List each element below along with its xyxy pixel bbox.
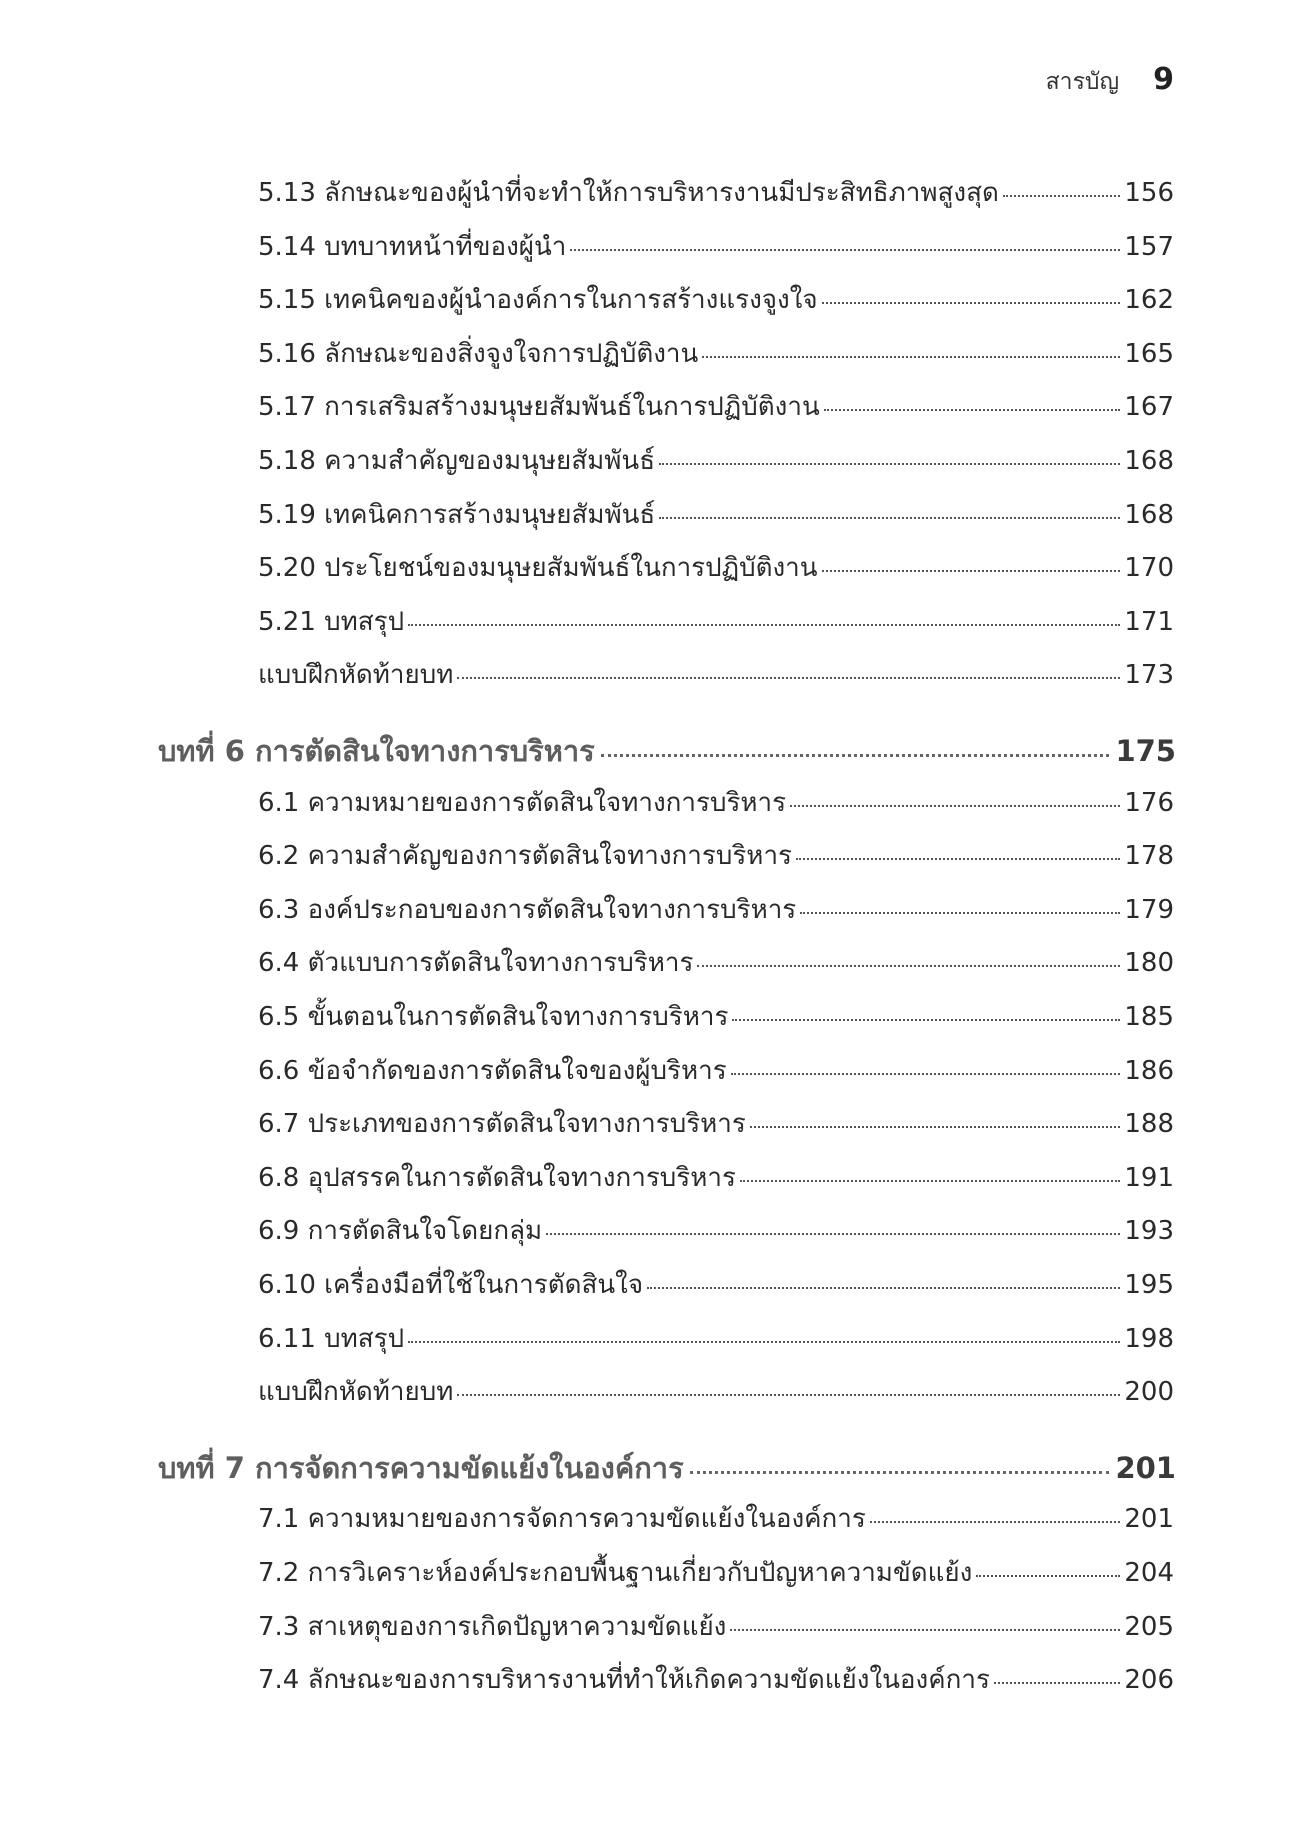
- dot-leader: [730, 1629, 1120, 1631]
- toc-title-text: การวิเคราะห์องค์ประกอบพื้นฐานเกี่ยวกับปัญหาความขัดแย้ง: [307, 1558, 973, 1588]
- toc-entry-row: [258, 172, 1174, 213]
- dot-leader: [796, 858, 1120, 860]
- dot-leader: [732, 1019, 1120, 1021]
- toc-entry-title: [258, 1210, 542, 1251]
- toc-title-text: ขั้นตอนในการตัดสินใจทางการบริหาร: [307, 1002, 729, 1032]
- toc-section-number: 5.20: [258, 553, 316, 584]
- toc-section-number: 5.13: [258, 178, 316, 208]
- toc-page-number: 168: [1124, 446, 1174, 476]
- toc-entry-row: [258, 1103, 1174, 1144]
- toc-entry-row: [258, 279, 1174, 320]
- toc-section-number: 5.19: [258, 499, 316, 530]
- toc-entry-title: [258, 1552, 972, 1593]
- toc-title-text: เครื่องมือที่ใช้ในการตัดสินใจ: [324, 1270, 644, 1300]
- toc-page-number: 193: [1124, 1216, 1174, 1247]
- dot-leader: [994, 1682, 1120, 1684]
- dot-leader: [800, 912, 1120, 914]
- toc-section-number: 6.9: [258, 1216, 300, 1247]
- toc-entry-title: [258, 782, 786, 823]
- toc-page-number: 201: [1124, 1504, 1174, 1535]
- toc-entry-row: [258, 1318, 1174, 1359]
- toc-section-number: 6.10: [258, 1270, 316, 1300]
- toc-section-number: บทที่ 6: [158, 734, 245, 768]
- toc-section-number: 5.21: [258, 606, 316, 637]
- toc-entry-title: [258, 1264, 643, 1305]
- toc-entry-row: [258, 386, 1174, 427]
- toc-title-text: บทบาทหน้าที่ของผู้นำ: [324, 231, 567, 262]
- toc-page-number: 170: [1124, 553, 1174, 584]
- toc-title-text: ลักษณะของสิ่งจูงใจการปฏิบัติงาน: [324, 338, 699, 369]
- toc-page-number: 198: [1124, 1323, 1174, 1354]
- toc-entry-title: [258, 1498, 866, 1539]
- toc-section-number: 6.11: [258, 1323, 316, 1354]
- toc-page-number: 176: [1124, 787, 1174, 818]
- toc-title-text: ความหมายของการตัดสินใจทางการบริหาร: [307, 787, 787, 818]
- toc-page-number: 156: [1124, 178, 1174, 208]
- dot-leader: [740, 1180, 1120, 1182]
- toc-entry-row: [258, 782, 1174, 823]
- toc-section-number: 5.18: [258, 446, 316, 476]
- toc-entry-title: [258, 601, 404, 642]
- toc-entry-title: [258, 279, 818, 320]
- toc-chapter-title: [158, 728, 595, 774]
- dot-leader: [702, 356, 1120, 358]
- toc-entry-title: [258, 1371, 453, 1412]
- toc-page-number: 204: [1124, 1558, 1174, 1588]
- toc-title-text: เทคนิคการสร้างมนุษยสัมพันธ์: [324, 499, 656, 530]
- dot-leader: [690, 1471, 1110, 1474]
- toc-entry-row: [258, 1264, 1174, 1305]
- toc-entry-row: [258, 494, 1174, 535]
- toc-entry-row: [258, 440, 1174, 481]
- toc-entry-row: [258, 333, 1174, 374]
- toc-page-number: 173: [1124, 660, 1174, 691]
- toc-page-number: 165: [1124, 338, 1174, 369]
- toc-page-number: 195: [1124, 1270, 1174, 1300]
- toc-title-text: องค์ประกอบของการตัดสินใจทางการบริหาร: [307, 894, 797, 925]
- toc-section-number: 6.6: [258, 1055, 300, 1086]
- toc-entry-title: [258, 333, 698, 374]
- toc-page-number: 201: [1115, 1450, 1176, 1485]
- dot-leader: [731, 1073, 1121, 1075]
- toc-title-text: ข้อจำกัดของการตัดสินใจของผู้บริหาร: [307, 1055, 727, 1086]
- dot-leader: [647, 1287, 1120, 1289]
- toc-page-number: 185: [1124, 1002, 1174, 1032]
- dot-leader: [408, 1341, 1120, 1343]
- toc-entry-title: [258, 547, 818, 588]
- toc-title-text: เทคนิคของผู้นำองค์การในการสร้างแรงจูงใจ: [324, 285, 818, 316]
- toc-entry-row: [258, 1157, 1174, 1198]
- toc-title-text: ลักษณะของการบริหารงานที่ทำให้เกิดความขัดแย้งในองค์การ: [307, 1665, 990, 1696]
- page-header: [1046, 62, 1174, 100]
- dot-leader: [408, 624, 1120, 626]
- toc-section-number: 6.7: [258, 1109, 300, 1140]
- toc-entry-row: [258, 226, 1174, 267]
- toc-chapter-title: [158, 1445, 684, 1491]
- dot-leader: [659, 463, 1120, 465]
- toc-chapter-row: [158, 1445, 1176, 1491]
- dot-leader: [697, 965, 1120, 967]
- toc-title-text: แบบฝึกหัดท้ายบท: [258, 660, 454, 691]
- toc-entry-title: [258, 942, 693, 983]
- toc-entry-row: [258, 942, 1174, 983]
- toc-entry-row: [258, 1210, 1174, 1251]
- toc-title-text: การตัดสินใจทางการบริหาร: [255, 734, 595, 768]
- toc-entry-title: [258, 1606, 726, 1647]
- toc-title-text: ประโยชน์ของมนุษยสัมพันธ์ในการปฏิบัติงาน: [324, 553, 818, 584]
- dot-leader: [1003, 195, 1121, 197]
- toc-title-text: สาเหตุของการเกิดปัญหาความขัดแย้ง: [307, 1611, 727, 1642]
- dot-leader: [570, 249, 1120, 251]
- toc-entry-row: [258, 1659, 1174, 1700]
- toc-entry-row: [258, 1498, 1174, 1539]
- page-number: 9: [1153, 62, 1174, 97]
- toc-title-text: ลักษณะของผู้นำที่จะทำให้การบริหารงานมีประสิทธิภาพสูงสุด: [324, 178, 999, 208]
- toc-entry-title: [258, 172, 999, 213]
- toc-entry-title: [258, 835, 792, 876]
- dot-leader: [546, 1233, 1120, 1235]
- dot-leader: [601, 754, 1110, 757]
- toc-section-number: 6.2: [258, 841, 300, 872]
- toc-page-number: 206: [1124, 1665, 1174, 1696]
- toc-title-text: ความสำคัญของการตัดสินใจทางการบริหาร: [307, 841, 793, 872]
- toc-entry-row: [258, 1371, 1174, 1412]
- toc-title-text: การตัดสินใจโดยกลุ่ม: [307, 1216, 543, 1247]
- toc-entry-title: [258, 440, 655, 481]
- toc-entry-title: [258, 386, 820, 427]
- toc-section-number: 7.3: [258, 1611, 300, 1642]
- toc-entry-row: [258, 1050, 1174, 1091]
- toc-page-number: 171: [1124, 606, 1174, 637]
- dot-leader: [822, 570, 1121, 572]
- toc-title-text: บทสรุป: [324, 1323, 405, 1354]
- toc-section-number: 5.15: [258, 285, 316, 316]
- toc-section-number: 5.14: [258, 231, 316, 262]
- toc-entry-row: [258, 889, 1174, 930]
- toc-section-number: 6.1: [258, 787, 300, 818]
- dot-leader: [457, 677, 1120, 679]
- toc-page-number: 186: [1124, 1055, 1174, 1086]
- toc-chapter-row: [158, 728, 1176, 774]
- toc-entry-row: [258, 1606, 1174, 1647]
- dot-leader: [750, 1126, 1120, 1128]
- dot-leader: [790, 805, 1120, 807]
- toc-section-number: 7.2: [258, 1558, 300, 1588]
- toc-section-number: 5.16: [258, 338, 316, 369]
- dot-leader: [870, 1521, 1121, 1523]
- toc-page-number: 179: [1124, 894, 1174, 925]
- toc-entry-row: [258, 996, 1174, 1037]
- dot-leader: [457, 1394, 1120, 1396]
- dot-leader: [976, 1575, 1120, 1577]
- toc-entry-row: [258, 601, 1174, 642]
- toc-title-text: ประเภทของการตัดสินใจทางการบริหาร: [307, 1109, 746, 1140]
- toc-section-number: บทที่ 7: [158, 1450, 245, 1485]
- toc-page-number: 191: [1124, 1162, 1174, 1193]
- toc-page-number: 200: [1124, 1377, 1174, 1408]
- toc-section-number: 7.1: [258, 1504, 300, 1535]
- toc-entry-title: [258, 654, 453, 695]
- toc-section-number: 7.4: [258, 1665, 300, 1696]
- toc-entry-title: [258, 889, 796, 930]
- toc-entry-row: [258, 835, 1174, 876]
- toc-title-text: การจัดการความขัดแย้งในองค์การ: [255, 1450, 684, 1485]
- toc-entry-title: [258, 1050, 727, 1091]
- running-header-title: สารบัญ: [1045, 69, 1120, 95]
- toc-page-number: 168: [1124, 499, 1174, 530]
- dot-leader: [822, 302, 1121, 304]
- toc-page-number: 180: [1124, 948, 1174, 979]
- toc-page-number: 178: [1124, 841, 1174, 872]
- toc-entry-row: [258, 654, 1174, 695]
- toc-section-number: 6.8: [258, 1162, 300, 1193]
- toc-section-number: 5.17: [258, 392, 316, 423]
- toc-title-text: อุปสรรคในการตัดสินใจทางการบริหาร: [307, 1162, 736, 1193]
- toc-section-number: 6.4: [258, 948, 300, 979]
- dot-leader: [659, 517, 1120, 519]
- toc-title-text: แบบฝึกหัดท้ายบท: [258, 1377, 454, 1408]
- toc-entry-row: [258, 1552, 1174, 1593]
- toc-title-text: ตัวแบบการตัดสินใจทางการบริหาร: [307, 948, 694, 979]
- toc-entry-title: [258, 1318, 404, 1359]
- toc-section-number: 6.3: [258, 894, 300, 925]
- toc-page-number: 205: [1124, 1611, 1174, 1642]
- dot-leader: [824, 409, 1121, 411]
- toc-page-number: 167: [1124, 392, 1174, 423]
- toc-page-number: 157: [1124, 231, 1174, 262]
- toc-entry-title: [258, 226, 566, 267]
- toc-title-text: การเสริมสร้างมนุษยสัมพันธ์ในการปฏิบัติงาน: [324, 392, 820, 423]
- toc-entry-row: [258, 547, 1174, 588]
- toc-section-number: 6.5: [258, 1002, 300, 1032]
- toc-title-text: บทสรุป: [324, 606, 405, 637]
- toc-entry-title: [258, 1103, 746, 1144]
- toc-page-number: 162: [1124, 285, 1174, 316]
- toc-entry-title: [258, 1157, 736, 1198]
- toc-page-number: 188: [1124, 1109, 1174, 1140]
- toc-title-text: ความหมายของการจัดการความขัดแย้งในองค์การ: [307, 1504, 866, 1535]
- toc-entry-title: [258, 494, 655, 535]
- toc-title-text: ความสำคัญของมนุษยสัมพันธ์: [324, 446, 656, 476]
- toc-entry-title: [258, 1659, 990, 1700]
- toc-page-number: 175: [1115, 734, 1176, 768]
- toc-entry-title: [258, 996, 728, 1037]
